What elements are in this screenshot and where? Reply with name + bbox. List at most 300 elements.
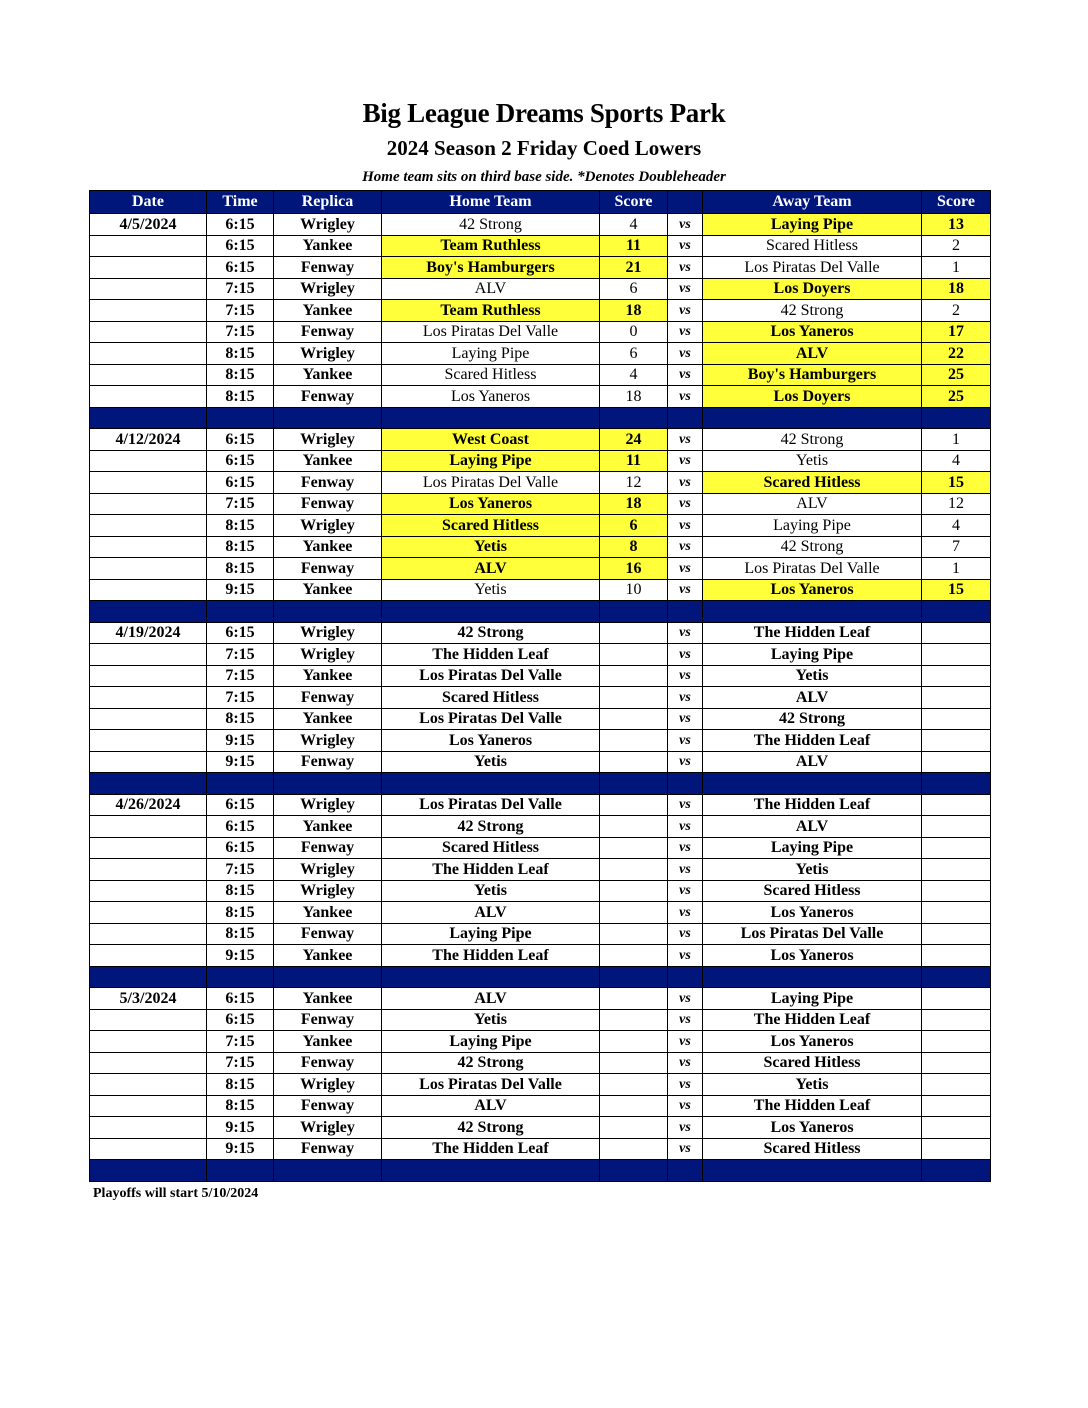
home-score-cell — [600, 1138, 668, 1160]
col-header-home-score: Score — [600, 191, 668, 214]
vs-label: vs — [668, 730, 703, 752]
table-row — [90, 837, 991, 859]
vs-label: vs — [668, 1138, 703, 1160]
field-cell: Yankee — [274, 1031, 382, 1053]
time-cell: 6:15 — [207, 235, 274, 257]
field-cell: Fenway — [274, 1009, 382, 1031]
away-team-cell: Los Piratas Del Valle — [703, 558, 922, 580]
away-score-cell: 15 — [922, 579, 991, 601]
separator-cell — [382, 773, 600, 795]
time-cell: 8:15 — [207, 902, 274, 924]
separator-cell — [600, 407, 668, 429]
field-cell: Fenway — [274, 386, 382, 408]
date-cell — [90, 665, 207, 687]
vs-label: vs — [668, 257, 703, 279]
field-cell: Fenway — [274, 257, 382, 279]
away-score-cell: 2 — [922, 235, 991, 257]
time-cell: 6:15 — [207, 794, 274, 816]
field-cell: Wrigley — [274, 730, 382, 752]
field-cell: Yankee — [274, 364, 382, 386]
separator-cell — [382, 966, 600, 988]
table-row — [90, 472, 991, 494]
vs-label: vs — [668, 816, 703, 838]
away-team-cell: Scared Hitless — [703, 1052, 922, 1074]
field-cell: Yankee — [274, 816, 382, 838]
vs-label: vs — [668, 859, 703, 881]
date-cell: 4/26/2024 — [90, 794, 207, 816]
field-cell: Yankee — [274, 300, 382, 322]
field-cell: Wrigley — [274, 214, 382, 236]
away-team-cell: The Hidden Leaf — [703, 1095, 922, 1117]
away-score-cell — [922, 708, 991, 730]
vs-label: vs — [668, 579, 703, 601]
vs-label: vs — [668, 945, 703, 967]
vs-label: vs — [668, 515, 703, 537]
vs-label: vs — [668, 450, 703, 472]
vs-label: vs — [668, 214, 703, 236]
vs-label: vs — [668, 923, 703, 945]
field-cell: Yankee — [274, 902, 382, 924]
away-team-cell: Yetis — [703, 1074, 922, 1096]
separator-cell — [922, 966, 991, 988]
away-score-cell — [922, 1074, 991, 1096]
home-team-cell: Los Yaneros — [382, 386, 600, 408]
away-score-cell — [922, 923, 991, 945]
away-team-cell: Scared Hitless — [703, 472, 922, 494]
separator-cell — [668, 407, 703, 429]
field-cell: Wrigley — [274, 622, 382, 644]
away-team-cell: ALV — [703, 343, 922, 365]
field-cell: Wrigley — [274, 644, 382, 666]
date-cell — [90, 472, 207, 494]
time-cell: 6:15 — [207, 450, 274, 472]
date-cell — [90, 1052, 207, 1074]
home-score-cell — [600, 902, 668, 924]
date-cell — [90, 257, 207, 279]
table-row — [90, 751, 991, 773]
home-score-cell — [600, 644, 668, 666]
home-score-cell: 6 — [600, 278, 668, 300]
home-team-cell: Los Piratas Del Valle — [382, 472, 600, 494]
week-separator-row — [90, 1160, 991, 1182]
away-score-cell: 4 — [922, 450, 991, 472]
home-team-cell: Team Ruthless — [382, 300, 600, 322]
home-team-cell: West Coast — [382, 429, 600, 451]
field-cell: Wrigley — [274, 515, 382, 537]
table-row — [90, 343, 991, 365]
col-header-date: Date — [90, 191, 207, 214]
away-team-cell: The Hidden Leaf — [703, 794, 922, 816]
col-header-home-team: Home Team — [382, 191, 600, 214]
date-cell — [90, 579, 207, 601]
vs-label: vs — [668, 386, 703, 408]
time-cell: 6:15 — [207, 988, 274, 1010]
separator-cell — [922, 773, 991, 795]
date-cell — [90, 1074, 207, 1096]
home-team-cell: Los Piratas Del Valle — [382, 794, 600, 816]
home-team-cell: The Hidden Leaf — [382, 644, 600, 666]
table-row — [90, 945, 991, 967]
away-score-cell — [922, 945, 991, 967]
away-score-cell — [922, 665, 991, 687]
away-team-cell: ALV — [703, 751, 922, 773]
table-row — [90, 536, 991, 558]
home-team-cell: Los Yaneros — [382, 493, 600, 515]
table-row — [90, 214, 991, 236]
away-team-cell: Laying Pipe — [703, 515, 922, 537]
separator-cell — [207, 773, 274, 795]
away-score-cell — [922, 902, 991, 924]
home-team-cell: Los Piratas Del Valle — [382, 708, 600, 730]
home-team-cell: ALV — [382, 558, 600, 580]
away-score-cell — [922, 1117, 991, 1139]
vs-label: vs — [668, 343, 703, 365]
separator-cell — [600, 601, 668, 623]
page-title: Big League Dreams Sports Park — [362, 98, 726, 128]
separator-cell — [90, 407, 207, 429]
away-score-cell — [922, 751, 991, 773]
field-cell: Fenway — [274, 558, 382, 580]
vs-label: vs — [668, 794, 703, 816]
date-cell — [90, 880, 207, 902]
separator-cell — [274, 601, 382, 623]
away-score-cell: 25 — [922, 364, 991, 386]
date-cell — [90, 386, 207, 408]
home-team-cell: Los Piratas Del Valle — [382, 321, 600, 343]
field-cell: Wrigley — [274, 1117, 382, 1139]
away-team-cell: Los Doyers — [703, 386, 922, 408]
away-score-cell: 7 — [922, 536, 991, 558]
home-team-cell: 42 Strong — [382, 816, 600, 838]
home-score-cell: 6 — [600, 515, 668, 537]
separator-cell — [922, 1160, 991, 1182]
time-cell: 6:15 — [207, 429, 274, 451]
separator-cell — [600, 1160, 668, 1182]
away-team-cell: The Hidden Leaf — [703, 730, 922, 752]
home-score-cell: 10 — [600, 579, 668, 601]
table-row — [90, 816, 991, 838]
home-score-cell — [600, 794, 668, 816]
table-row — [90, 708, 991, 730]
time-cell: 8:15 — [207, 880, 274, 902]
away-team-cell: Los Piratas Del Valle — [703, 257, 922, 279]
home-score-cell: 6 — [600, 343, 668, 365]
away-score-cell — [922, 859, 991, 881]
date-cell — [90, 321, 207, 343]
vs-label: vs — [668, 321, 703, 343]
vs-label: vs — [668, 880, 703, 902]
date-cell — [90, 343, 207, 365]
separator-cell — [703, 773, 922, 795]
date-cell — [90, 1031, 207, 1053]
table-row — [90, 923, 991, 945]
away-score-cell — [922, 1095, 991, 1117]
away-score-cell — [922, 730, 991, 752]
week-separator-row — [90, 773, 991, 795]
home-score-cell: 12 — [600, 472, 668, 494]
home-score-cell — [600, 1117, 668, 1139]
time-cell: 6:15 — [207, 472, 274, 494]
away-team-cell: ALV — [703, 493, 922, 515]
home-score-cell: 21 — [600, 257, 668, 279]
vs-label: vs — [668, 837, 703, 859]
home-score-cell: 24 — [600, 429, 668, 451]
home-team-cell: 42 Strong — [382, 1052, 600, 1074]
table-row — [90, 988, 991, 1010]
home-team-cell: Los Piratas Del Valle — [382, 1074, 600, 1096]
home-score-cell — [600, 988, 668, 1010]
away-score-cell: 15 — [922, 472, 991, 494]
time-cell: 9:15 — [207, 945, 274, 967]
vs-label: vs — [668, 1095, 703, 1117]
home-team-cell: The Hidden Leaf — [382, 1138, 600, 1160]
table-row — [90, 794, 991, 816]
home-team-cell: Laying Pipe — [382, 923, 600, 945]
table-row — [90, 257, 991, 279]
field-cell: Fenway — [274, 751, 382, 773]
vs-label: vs — [668, 751, 703, 773]
field-cell: Wrigley — [274, 343, 382, 365]
table-row — [90, 278, 991, 300]
date-cell — [90, 687, 207, 709]
away-team-cell: ALV — [703, 687, 922, 709]
field-cell: Fenway — [274, 321, 382, 343]
separator-cell — [600, 773, 668, 795]
separator-cell — [90, 773, 207, 795]
table-row — [90, 558, 991, 580]
separator-cell — [274, 1160, 382, 1182]
home-team-cell: Laying Pipe — [382, 343, 600, 365]
away-score-cell: 18 — [922, 278, 991, 300]
separator-cell — [274, 966, 382, 988]
home-score-cell: 18 — [600, 493, 668, 515]
away-team-cell: Boy's Hamburgers — [703, 364, 922, 386]
date-cell — [90, 1138, 207, 1160]
col-header-replica: Replica — [274, 191, 382, 214]
vs-label: vs — [668, 472, 703, 494]
away-score-cell — [922, 988, 991, 1010]
table-header-row — [90, 191, 991, 214]
away-score-cell — [922, 794, 991, 816]
time-cell: 6:15 — [207, 837, 274, 859]
field-cell: Fenway — [274, 1138, 382, 1160]
home-team-cell: Scared Hitless — [382, 364, 600, 386]
separator-cell — [600, 966, 668, 988]
date-cell: 5/3/2024 — [90, 988, 207, 1010]
time-cell: 6:15 — [207, 816, 274, 838]
time-cell: 8:15 — [207, 515, 274, 537]
vs-label: vs — [668, 622, 703, 644]
field-cell: Yankee — [274, 579, 382, 601]
separator-cell — [274, 407, 382, 429]
home-team-cell: Yetis — [382, 751, 600, 773]
separator-cell — [274, 773, 382, 795]
home-score-cell — [600, 665, 668, 687]
vs-label: vs — [668, 1074, 703, 1096]
time-cell: 9:15 — [207, 1117, 274, 1139]
time-cell: 8:15 — [207, 1095, 274, 1117]
field-cell: Fenway — [274, 923, 382, 945]
table-row — [90, 730, 991, 752]
time-cell: 9:15 — [207, 579, 274, 601]
table-row — [90, 493, 991, 515]
away-team-cell: Laying Pipe — [703, 837, 922, 859]
date-cell: 4/12/2024 — [90, 429, 207, 451]
col-header-away-score: Score — [922, 191, 991, 214]
field-cell: Fenway — [274, 1095, 382, 1117]
field-cell: Yankee — [274, 945, 382, 967]
time-cell: 6:15 — [207, 214, 274, 236]
time-cell: 7:15 — [207, 644, 274, 666]
home-score-cell — [600, 923, 668, 945]
vs-label: vs — [668, 988, 703, 1010]
home-team-cell: Scared Hitless — [382, 687, 600, 709]
separator-cell — [703, 407, 922, 429]
home-team-cell: Yetis — [382, 536, 600, 558]
vs-label: vs — [668, 278, 703, 300]
vs-label: vs — [668, 364, 703, 386]
away-score-cell — [922, 1031, 991, 1053]
field-cell: Fenway — [274, 493, 382, 515]
away-team-cell: 42 Strong — [703, 536, 922, 558]
field-cell: Yankee — [274, 235, 382, 257]
home-team-cell: Laying Pipe — [382, 1031, 600, 1053]
away-team-cell: Laying Pipe — [703, 214, 922, 236]
vs-label: vs — [668, 235, 703, 257]
away-team-cell: Scared Hitless — [703, 1138, 922, 1160]
home-score-cell — [600, 1009, 668, 1031]
away-score-cell: 1 — [922, 429, 991, 451]
home-team-cell: 42 Strong — [382, 1117, 600, 1139]
home-team-cell: Los Yaneros — [382, 730, 600, 752]
home-team-cell: ALV — [382, 902, 600, 924]
week-separator-row — [90, 966, 991, 988]
away-score-cell: 1 — [922, 257, 991, 279]
date-cell — [90, 859, 207, 881]
vs-label: vs — [668, 493, 703, 515]
home-team-cell: 42 Strong — [382, 214, 600, 236]
away-team-cell: Los Yaneros — [703, 945, 922, 967]
date-cell — [90, 450, 207, 472]
away-team-cell: Los Yaneros — [703, 1117, 922, 1139]
separator-cell — [382, 407, 600, 429]
time-cell: 7:15 — [207, 1052, 274, 1074]
separator-cell — [668, 1160, 703, 1182]
table-row — [90, 386, 991, 408]
vs-label: vs — [668, 1031, 703, 1053]
vs-label: vs — [668, 708, 703, 730]
schedule-note: Home team sits on third base side. *Denotes Doubleheader — [362, 169, 726, 185]
home-team-cell: Yetis — [382, 880, 600, 902]
away-team-cell: Yetis — [703, 450, 922, 472]
home-score-cell: 8 — [600, 536, 668, 558]
time-cell: 7:15 — [207, 665, 274, 687]
time-cell: 9:15 — [207, 730, 274, 752]
home-team-cell: Los Piratas Del Valle — [382, 665, 600, 687]
separator-cell — [703, 1160, 922, 1182]
table-row — [90, 1031, 991, 1053]
field-cell: Yankee — [274, 708, 382, 730]
separator-cell — [207, 1160, 274, 1182]
separator-cell — [703, 601, 922, 623]
separator-cell — [207, 601, 274, 623]
home-team-cell: ALV — [382, 988, 600, 1010]
vs-label: vs — [668, 536, 703, 558]
home-team-cell: 42 Strong — [382, 622, 600, 644]
home-team-cell: Laying Pipe — [382, 450, 600, 472]
table-row — [90, 1052, 991, 1074]
separator-cell — [207, 407, 274, 429]
table-row — [90, 859, 991, 881]
home-score-cell: 4 — [600, 214, 668, 236]
date-cell — [90, 945, 207, 967]
away-score-cell: 1 — [922, 558, 991, 580]
table-row — [90, 902, 991, 924]
time-cell: 7:15 — [207, 493, 274, 515]
away-score-cell: 4 — [922, 515, 991, 537]
time-cell: 7:15 — [207, 278, 274, 300]
field-cell: Fenway — [274, 472, 382, 494]
away-score-cell — [922, 622, 991, 644]
date-cell — [90, 730, 207, 752]
date-cell — [90, 1095, 207, 1117]
home-score-cell — [600, 945, 668, 967]
time-cell: 8:15 — [207, 923, 274, 945]
home-team-cell: The Hidden Leaf — [382, 945, 600, 967]
separator-cell — [668, 773, 703, 795]
home-score-cell — [600, 859, 668, 881]
vs-label: vs — [668, 665, 703, 687]
away-team-cell: Yetis — [703, 665, 922, 687]
away-score-cell: 22 — [922, 343, 991, 365]
time-cell: 8:15 — [207, 536, 274, 558]
vs-label: vs — [668, 1009, 703, 1031]
vs-label: vs — [668, 429, 703, 451]
time-cell: 7:15 — [207, 300, 274, 322]
vs-label: vs — [668, 1117, 703, 1139]
field-cell: Fenway — [274, 1052, 382, 1074]
away-score-cell: 2 — [922, 300, 991, 322]
page-subtitle: 2024 Season 2 Friday Coed Lowers — [386, 136, 702, 160]
table-row — [90, 300, 991, 322]
away-team-cell: The Hidden Leaf — [703, 1009, 922, 1031]
date-cell — [90, 278, 207, 300]
separator-cell — [668, 966, 703, 988]
time-cell: 8:15 — [207, 364, 274, 386]
field-cell: Fenway — [274, 837, 382, 859]
date-cell — [90, 300, 207, 322]
table-row — [90, 579, 991, 601]
time-cell: 8:15 — [207, 708, 274, 730]
time-cell: 8:15 — [207, 386, 274, 408]
vs-label: vs — [668, 687, 703, 709]
home-score-cell: 11 — [600, 235, 668, 257]
schedule-body — [90, 214, 991, 1182]
away-score-cell — [922, 880, 991, 902]
away-score-cell — [922, 687, 991, 709]
col-header-away-team: Away Team — [703, 191, 922, 214]
time-cell: 9:15 — [207, 751, 274, 773]
away-team-cell: ALV — [703, 816, 922, 838]
field-cell: Yankee — [274, 665, 382, 687]
time-cell: 6:15 — [207, 622, 274, 644]
separator-cell — [90, 1160, 207, 1182]
date-cell — [90, 536, 207, 558]
away-team-cell: Laying Pipe — [703, 988, 922, 1010]
field-cell: Wrigley — [274, 1074, 382, 1096]
col-header-vs — [668, 191, 703, 214]
home-score-cell — [600, 751, 668, 773]
